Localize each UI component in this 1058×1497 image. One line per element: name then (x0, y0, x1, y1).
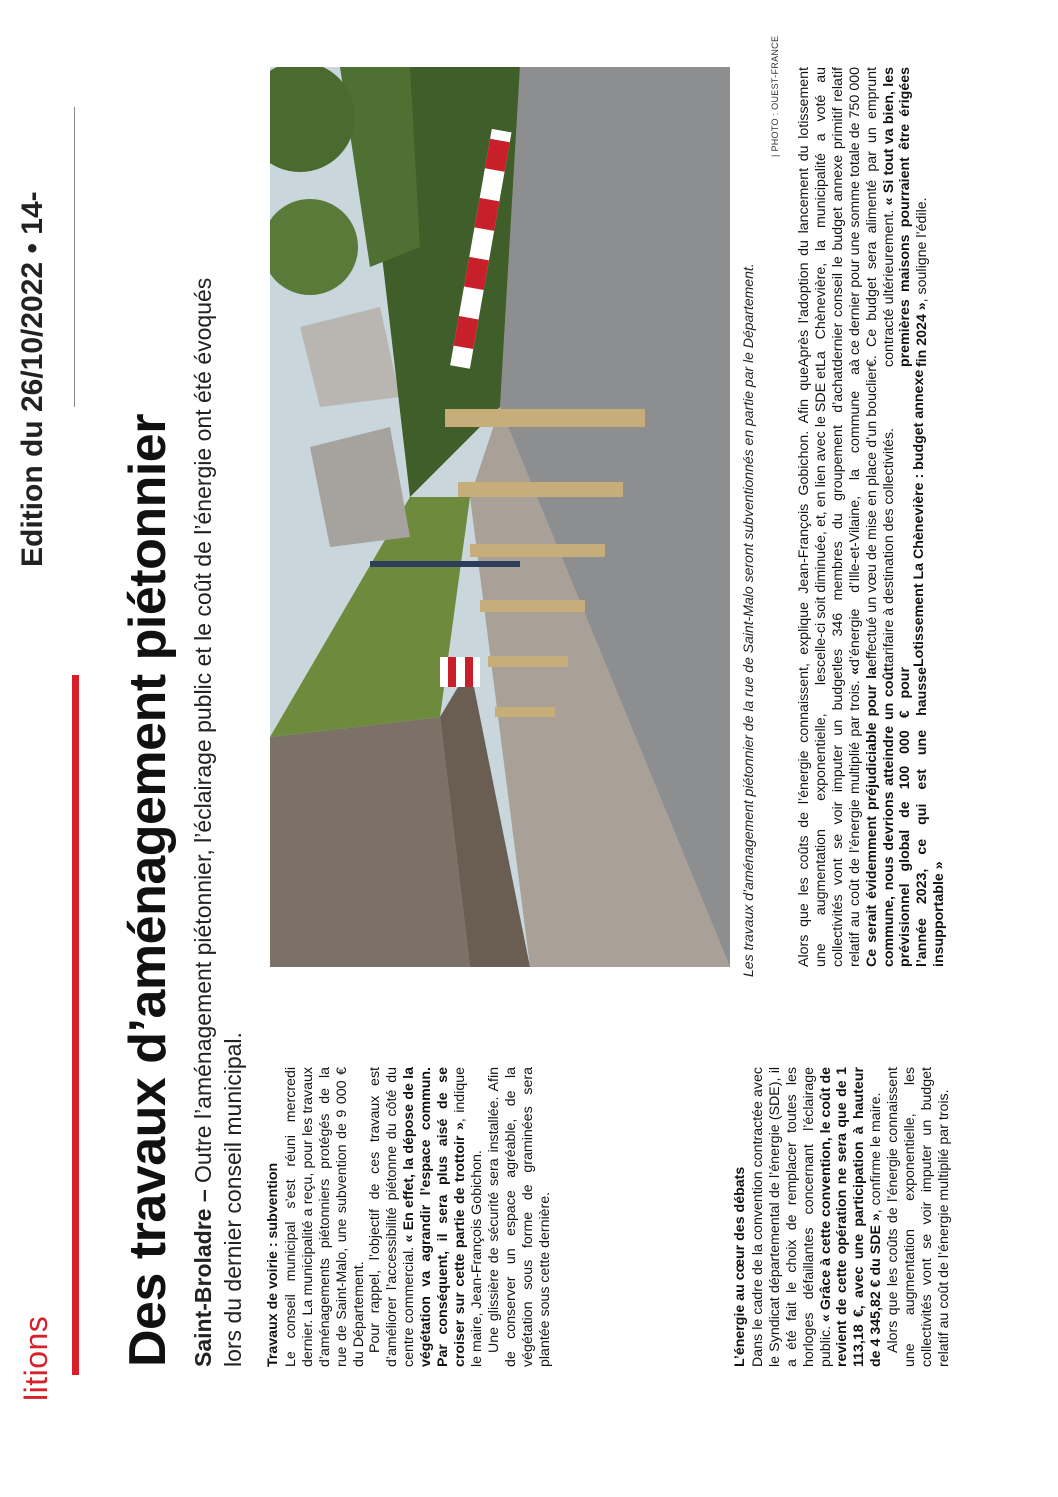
section-red-bar (72, 675, 79, 1375)
photo-credit: | PHOTO : OUEST-FRANCE (770, 35, 780, 157)
paragraph: Après l’adoption du lancement du lotissement La Chènevière, la municipalité a voté au dernier conseil le budget annexe primitif relatif à ce dernier pour une somme totale de 750 000 €. Ce budget sera alimenté par un emprunt contracté ultérieurement. « Si tout va bien, les premières maisons pourraient être érigées fin 2024 », souligne l’édile. (796, 67, 931, 367)
paragraph: Dans le cadre de la convention contractée avec le Syndicat départemental de l’énergie (SDE), il a été fait le choix de remplacer toutes les horloges défaillantes concernant l’éclairage public. « Grâce à cette convention, le coût de revient de cette opération ne sera que de 1 113,18 €, avec une participation à hauteur de 4 345,82 € du SDE », confirme le maire. (749, 1067, 885, 1367)
subhead-energie: L’énergie au cœur des débats (732, 1166, 748, 1367)
quote: « Si tout va bien, les premières maisons pourraient être érigées fin 2024 » (880, 67, 931, 367)
paragraph: Une glissière de sécurité sera installée. Afin de conserver un espace agréable, de la végétation sous forme de graminées sera plantée sous cette dernière. (485, 1067, 553, 1367)
quote: « En effet, la dépose de la végétation va agrandir l’espace commun. Par conséquent, il sera plus aisé de se croiser sur cette partie de trottoir » (401, 1067, 468, 1367)
paragraph: Le conseil municipal s’est réuni mercredi dernier. La municipalité a reçu, pour les travaux d’aménagements piétonniers protégés de la rue de Saint-Malo, une subvention de 9 000 € du Département. (282, 1067, 367, 1367)
dek-place: Saint-Broladre – (190, 1189, 216, 1367)
subhead-lotissement: Lotissement La Chènevière : budget annexe (911, 369, 928, 667)
quote: « Grâce à cette convention, le coût de revient de cette opération ne sera que de 1 113,18 €, avec une participation à hauteur de 4 345,82 € du SDE » (817, 1067, 885, 1367)
paragraph: Alors que les coûts de l’énergie connaissent une augmentation exponentielle, les collectivités vont se voir imputer un budget relatif au coût de l’énergie multiplié par trois. (885, 1067, 952, 1367)
article-column-3 (796, 667, 948, 967)
header-rule (74, 107, 75, 407)
dek-text: Outre l’aménagement piétonnier, l’éclairage public et le coût de l’énergie ont été évoqués lors du dernier conseil municipal. (190, 277, 246, 1367)
paragraph: , explique Jean-François Gobichon. Afin que celle-ci soit diminuée, et, en lien avec le SDE et les 346 membres du groupement d’achat d’énergie d’Ille-et-Vilaine, la commune a effectué un vœu de mise en place d’un bouclier tarifaire à destination des collectivités. (796, 367, 897, 667)
edition-date: Edition du 26/10/2022 • 14- (16, 191, 49, 567)
paragraph: Pour rappel, l’objectif de ces travaux est d’améliorer l’accessibilité piétonne du côté du centre commercial. « En effet, la dépose de la végétation va agrandir l’espace commun. Par conséquent, il sera plus aisé de se croiser sur cette partie de trottoir », indique le maire, Jean-François Gobichon. (367, 1067, 485, 1367)
article-column-1 (265, 1067, 553, 1367)
article-column-4 (796, 367, 929, 667)
subhead-voirie: Travaux de voirie : subvention (265, 1162, 281, 1367)
article-photo (270, 67, 730, 967)
headline: Des travaux d’aménagement piétonnier (119, 414, 177, 1367)
article-column-5 (796, 67, 931, 367)
quote: « Ce serait évidemment préjudiciable pour la commune, nous devrions atteindre un coût prévisionnel global de 100 000 € pour l’année 2023, ce qui est une hausse insupportable » (846, 667, 948, 967)
photo-caption: Les travaux d’aménagement piétonnier de la rue de Saint-Malo seront subventionnés en partie par le Département. (740, 263, 756, 977)
paragraph: Alors que les coûts de l’énergie connaissent une augmentation exponentielle, les collectivités vont se voir imputer un budget relatif au coût de l’énergie multiplié par trois. « Ce serait évidemment préjudiciable pour la commune, nous devrions atteindre un coût prévisionnel global de 100 000 € pour l’année 2023, ce qui est une hausse insupportable » (796, 667, 948, 967)
section-label: litions (18, 1315, 54, 1401)
article-column-2 (732, 1067, 953, 1367)
street-photo-icon (270, 67, 730, 967)
article-dek (188, 257, 248, 1367)
